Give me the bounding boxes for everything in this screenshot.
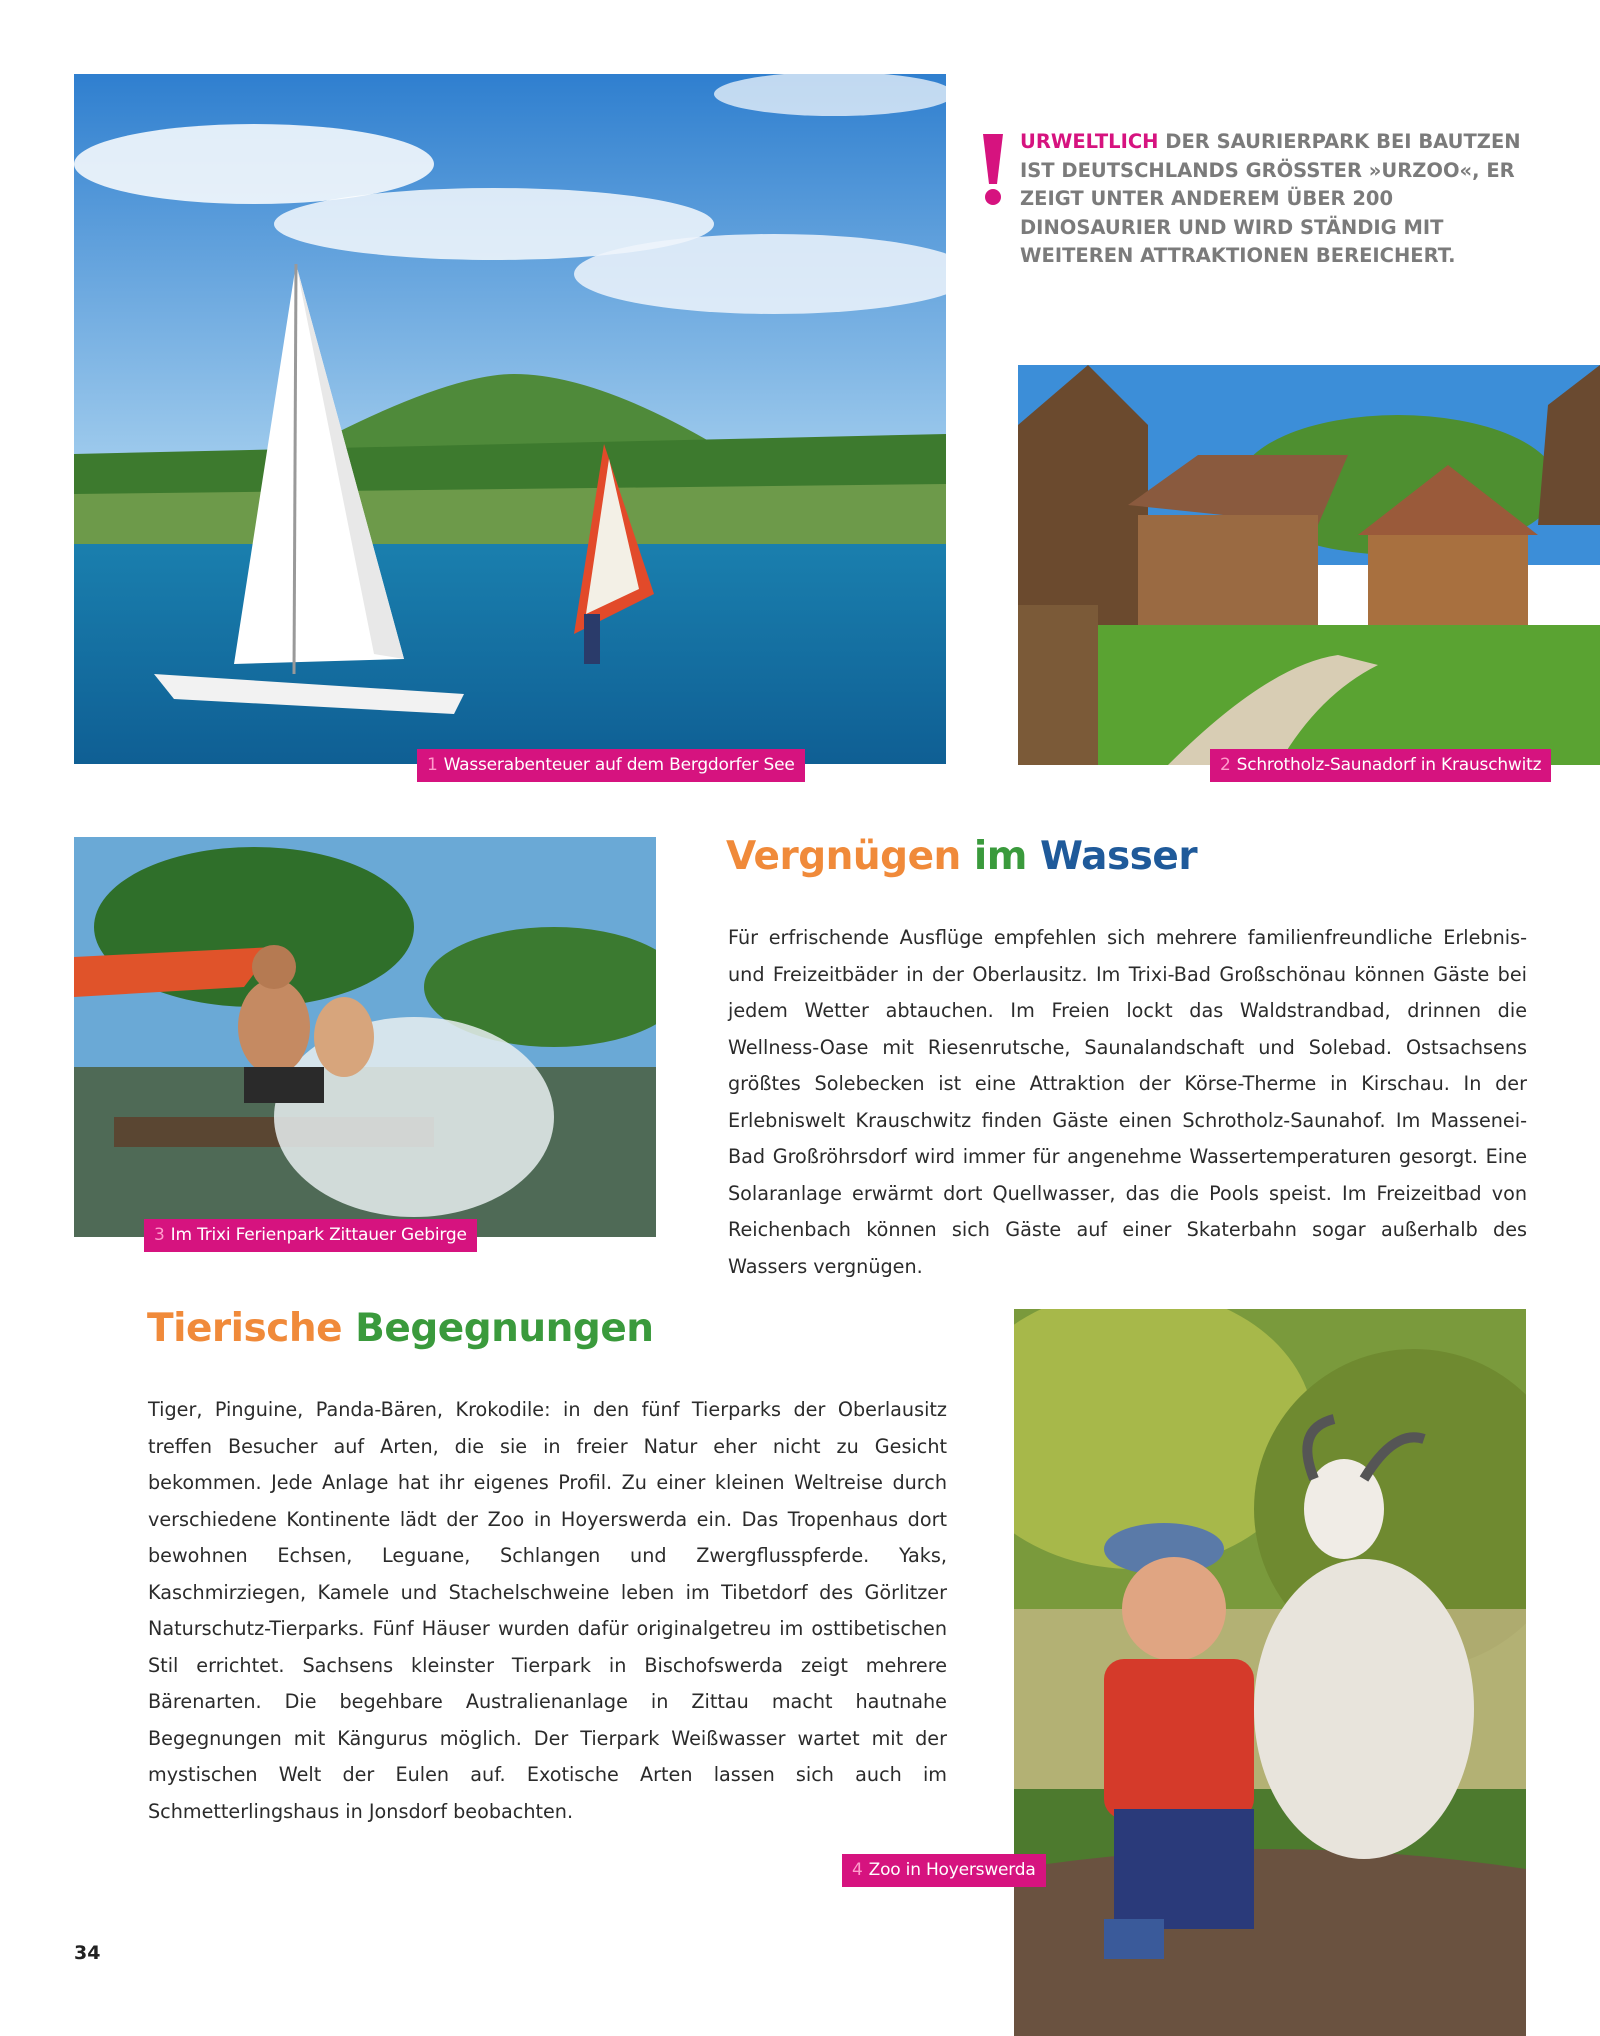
- photo-sauna-village: [1018, 365, 1600, 765]
- photo-sailing-lake: [74, 74, 946, 764]
- caption-3: 3 Im Trixi Ferienpark Zittauer Gebirge: [144, 1219, 477, 1252]
- heading-tiere: Tierische Begegnungen: [147, 1306, 654, 1351]
- body-tiere: Tiger, Pinguine, Panda-Bären, Krokodile: in den fünf Tierparks der Oberlausitz treffen Besucher auf Arten, die sie in freier Natur eher nicht zu Gesicht bekommen. Jede Anlage hat ihr eigenes Profil. Zu einer kleinen Weltreise durch verschiedene Kontinente lädt der Zoo in Hoyerswerda ein. Das Tropenhaus dort bewohnen Echsen, Leguane, Schlangen und Zwergflusspferde. Yaks, Kaschmirziegen, Kamele und Stachelschweine leben im Tibetdorf des Görlitzer Naturschutz-Tierparks. Fünf Häuser wurden dafür originalgetreu im osttibetischen Stil errichtet. Sachsens kleinster Tierpark in Bischofswerda zeigt mehrere Bärenarten. Die begehbare Australienanlage in Zittau macht hautnahe Begegnungen mit Kängurus möglich. Der Tierpark Weißwasser wartet mit der mystischen Welt der Eulen auf. Exotische Arten lassen sich auch im Schmetterlingshaus in Jonsdorf beobachten.: [148, 1398, 947, 1823]
- caption-1: 1 Wasserabenteuer auf dem Bergdorfer See: [417, 749, 805, 782]
- caption-4: 4 Zoo in Hoyerswerda: [842, 1854, 1046, 1887]
- callout: [980, 128, 1540, 271]
- heading-wasser: Vergnügen im Wasser: [726, 834, 1198, 879]
- page-number: 34: [74, 1942, 101, 1964]
- caption-2: 2 Schrotholz-Saunadorf in Krauschwitz: [1210, 749, 1551, 782]
- photo-kids-splashing: [74, 837, 656, 1237]
- exclamation-icon: [980, 132, 1006, 206]
- body-wasser: Für erfrischende Ausflüge empfehlen sich mehrere familienfreundliche Erlebnis- und Freizeitbäder in der Oberlausitz. Im Trixi-Bad Großschönau können Gäste bei jedem Wetter abtauchen. Im Freien lockt das Waldstrandbad, drinnen die Wellness-Oase mit Riesenrutsche, Saunalandschaft und Solebad. Ostsachsens größtes Solebecken ist eine Attraktion der Körse-Therme in Kirschau. In der Erlebniswelt Krauschwitz finden Gäste einen Schrotholz-Saunahof. Im Massenei-Bad Großröhrsdorf wird immer für angenehme Wassertemperaturen gesorgt. Eine Solaranlage erwärmt dort Quellwasser, das die Pools speist. Im Freizeitbad von Reichenbach können sich Gäste auf einer Skaterbahn sogar außerhalb des Wassers vergnügen.: [728, 926, 1527, 1278]
- photo-boy-goat: [1014, 1309, 1526, 2036]
- callout-text: URWELTLICH DER SAURIERPARK BEI BAUTZEN IST DEUTSCHLANDS GRÖSSTER »URZOO«, ER ZEIGT UNTER ANDEREM ÜBER 200 DINOSAURIER UND WIRD STÄNDIG MIT WEITEREN ATTRAKTIONEN BEREICHERT.: [1020, 130, 1521, 267]
